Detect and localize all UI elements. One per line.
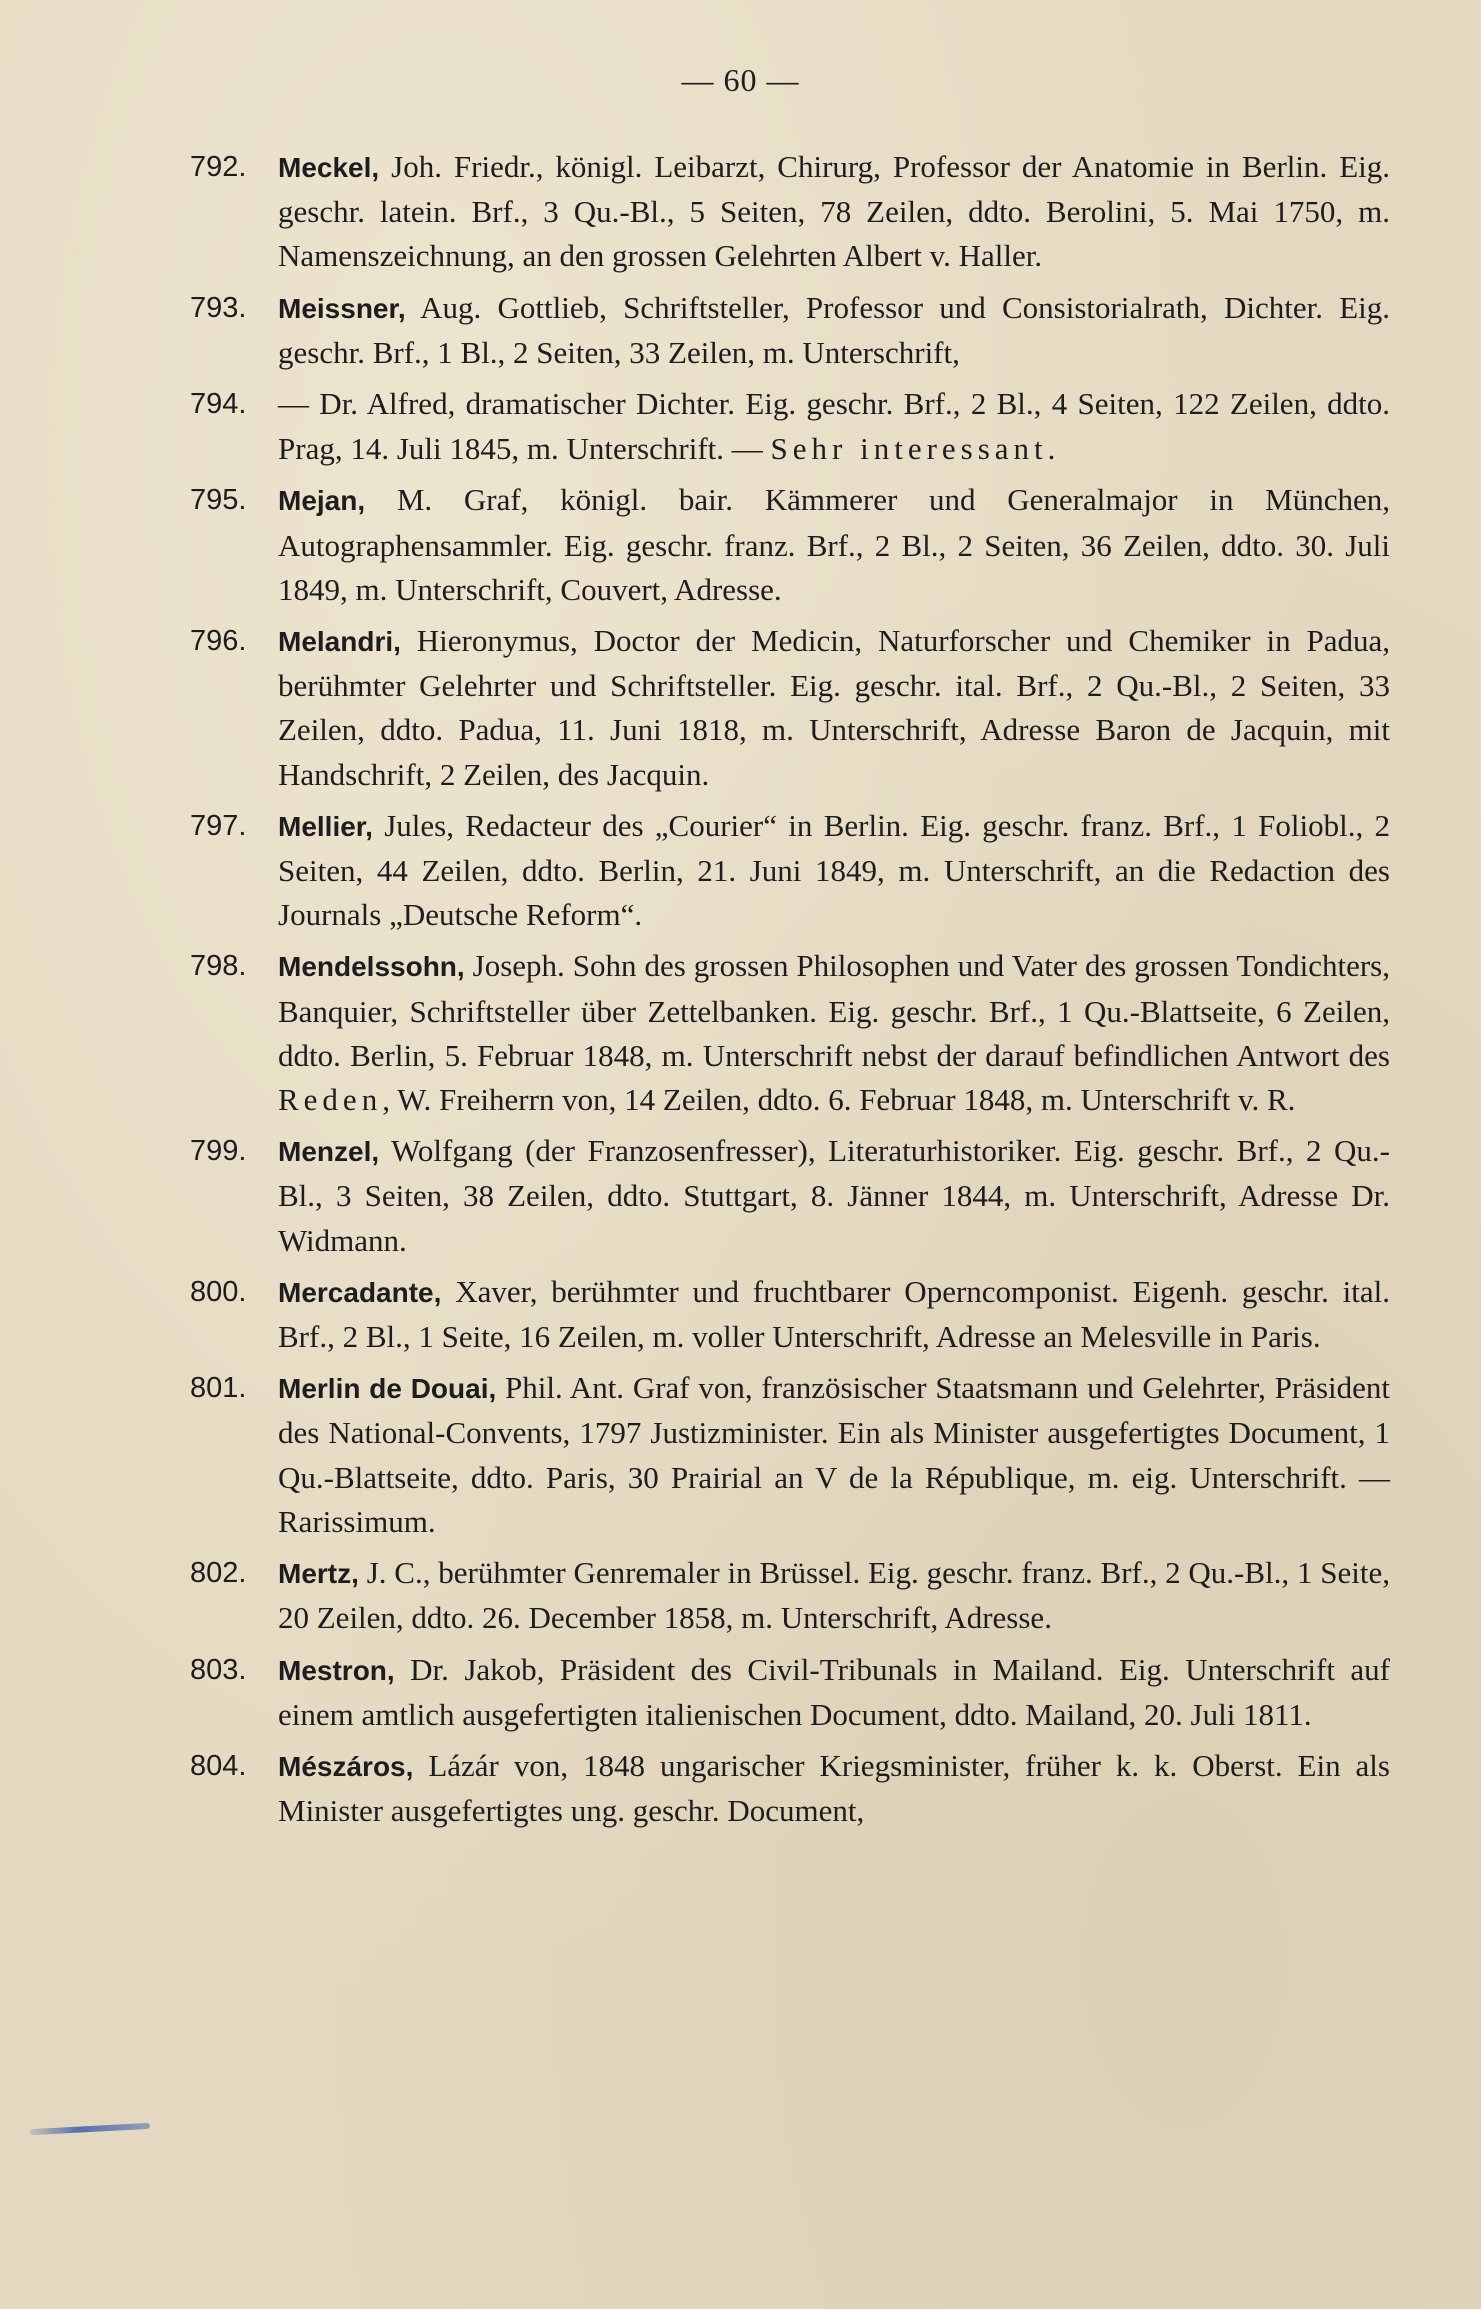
ink-mark	[30, 2123, 150, 2135]
entry-text-tail: , W. Freiherrn von, 14 Zeilen, ddto. 6. Februar 1848, m. Unterschrift v. R.	[382, 1082, 1296, 1118]
entry-name: Meckel,	[278, 152, 380, 183]
entry-emphasis: Reden	[278, 1082, 383, 1118]
entry-text: Joh. Friedr., königl. Leibarzt, Chirurg, Professor der Anatomie in Berlin. Eig. geschr. latein. Brf., 3 Qu.-Bl., 5 Seiten, 78 Zeilen, ddto. Berolini, 5. Mai 1750, m. Namenszeichnung, an den grossen Gelehrten Albert v. Haller.	[278, 149, 1390, 274]
entry-number: 794.	[190, 388, 247, 421]
entry-name: Mendelssohn,	[278, 951, 465, 983]
catalog-entry	[190, 1551, 1390, 1640]
catalog-entry	[190, 145, 1390, 279]
page-number: — 60 —	[681, 62, 800, 98]
entry-number: 792.	[190, 151, 247, 183]
catalog-entry	[190, 944, 1390, 1122]
entry-number: 798.	[190, 950, 247, 983]
entry-number: 797.	[190, 809, 247, 842]
entry-text: Phil. Ant. Graf von, französischer Staatsmann und Gelehrter, Präsident des National-Convents, 1797 Justizminister. Ein als Minister ausgefertigtes Document, 1 Qu.-Blattseite, ddto. Paris, 30 Prairial an V de la République, m. eig. Unterschrift. — Rarissimum.	[278, 1370, 1391, 1539]
catalog-entries	[190, 145, 1390, 1840]
entry-text-tail: .	[1047, 431, 1056, 467]
entry-text: Dr. Jakob, Präsident des Civil-Tribunals in Mailand. Eig. Unterschrift auf einem amtlich ausgefertigten italienischen Document, ddto. Mailand, 20. Juli 1811.	[278, 1651, 1390, 1732]
entry-name: Mertz,	[278, 1558, 359, 1590]
catalog-entry	[190, 478, 1390, 612]
entry-name: Meissner,	[278, 292, 406, 324]
entry-text: Xaver, berühmter und fruchtbarer Operncomponist. Eigenh. geschr. ital. Brf., 2 Bl., 1 Seite, 16 Zeilen, m. voller Unterschrift, Adresse an Melesville in Paris.	[278, 1273, 1390, 1355]
catalog-entry	[190, 1129, 1390, 1263]
entry-text: Aug. Gottlieb, Schriftsteller, Professor und Consistorialrath, Dichter. Eig. geschr. Brf., 1 Bl., 2 Seiten, 33 Zeilen, m. Unterschrift,	[278, 289, 1390, 370]
catalog-entry	[190, 286, 1390, 375]
entry-text: Jules, Redacteur des „Courier“ in Berlin. Eig. geschr. franz. Brf., 1 Foliobl., 2 Seiten, 44 Zeilen, ddto. Berlin, 21. Juni 1849, m. Unterschrift, an die Redaction des Journals „Deutsche Reform“.	[278, 807, 1390, 933]
entry-name: Mészáros,	[278, 1750, 414, 1782]
entry-number: 804.	[190, 1749, 247, 1782]
entry-text: Lázár von, 1848 ungarischer Kriegsminister, früher k. k. Oberst. Ein als Minister ausgefertigtes ung. geschr. Document,	[278, 1747, 1390, 1829]
entry-name: Menzel,	[278, 1136, 380, 1168]
entry-number: 801.	[190, 1372, 247, 1405]
entry-number: 793.	[190, 291, 247, 324]
entry-text: — Dr. Alfred, dramatischer Dichter. Eig. geschr. Brf., 2 Bl., 4 Seiten, 122 Zeilen, ddto. Prag, 14. Juli 1845, m. Unterschrift. —	[278, 386, 1390, 467]
entry-name: Mestron,	[278, 1654, 395, 1686]
entry-text: Hieronymus, Doctor der Medicin, Naturforscher und Chemiker in Padua, berühmter Gelehrter und Schriftsteller. Eig. geschr. ital. Brf., 2 Qu.-Bl., 2 Seiten, 33 Zeilen, ddto. Padua, 11. Juni 1818, m. Unterschrift, Adresse Baron de Jacquin, mit Handschrift, 2 Zeilen, des Jacquin.	[278, 623, 1390, 792]
entry-number: 802.	[190, 1557, 247, 1590]
entry-emphasis: Sehr interessant	[770, 431, 1048, 467]
entry-name: Mercadante,	[278, 1276, 442, 1308]
entry-number: 796.	[190, 625, 247, 658]
entry-text: Joseph. Sohn des grossen Philosophen und Vater des grossen Tondichters, Banquier, Schriftsteller über Zettelbanken. Eig. geschr. Brf., 1 Qu.-Blattseite, 6 Zeilen, ddto. Berlin, 5. Februar 1848, m. Unterschrift nebst der darauf befindlichen Antwort des	[278, 948, 1390, 1073]
entry-number: 800.	[190, 1275, 247, 1308]
entry-number: 799.	[190, 1135, 247, 1168]
catalog-entry	[190, 1744, 1390, 1833]
entry-number: 803.	[190, 1653, 247, 1686]
entry-name: Mejan,	[278, 485, 366, 517]
entry-name: Mellier,	[278, 810, 373, 842]
catalog-entry	[190, 1366, 1390, 1544]
entry-name: Merlin de Douai,	[278, 1373, 497, 1405]
catalog-entry	[190, 804, 1390, 938]
entry-text: M. Graf, königl. bair. Kämmerer und Generalmajor in München, Autographensammler. Eig. geschr. franz. Brf., 2 Bl., 2 Seiten, 36 Zeilen, ddto. 30. Juli 1849, m. Unterschrift, Couvert, Adresse.	[278, 482, 1390, 607]
catalog-entry	[190, 1648, 1390, 1737]
catalog-entry	[190, 382, 1390, 471]
catalog-entry	[190, 1270, 1390, 1359]
entry-name: Melandri,	[278, 626, 401, 658]
entry-text: Wolfgang (der Franzosenfresser), Literaturhistoriker. Eig. geschr. Brf., 2 Qu.-Bl., 3 Seiten, 38 Zeilen, ddto. Stuttgart, 8. Jänner 1844, m. Unterschrift, Adresse Dr. Widmann.	[278, 1133, 1390, 1258]
entry-number: 795.	[190, 484, 247, 517]
entry-text: J. C., berühmter Genremaler in Brüssel. Eig. geschr. franz. Brf., 2 Qu.-Bl., 1 Seite, 20 Zeilen, ddto. 26. December 1858, m. Unterschrift, Adresse.	[278, 1555, 1390, 1636]
catalog-entry	[190, 619, 1390, 797]
